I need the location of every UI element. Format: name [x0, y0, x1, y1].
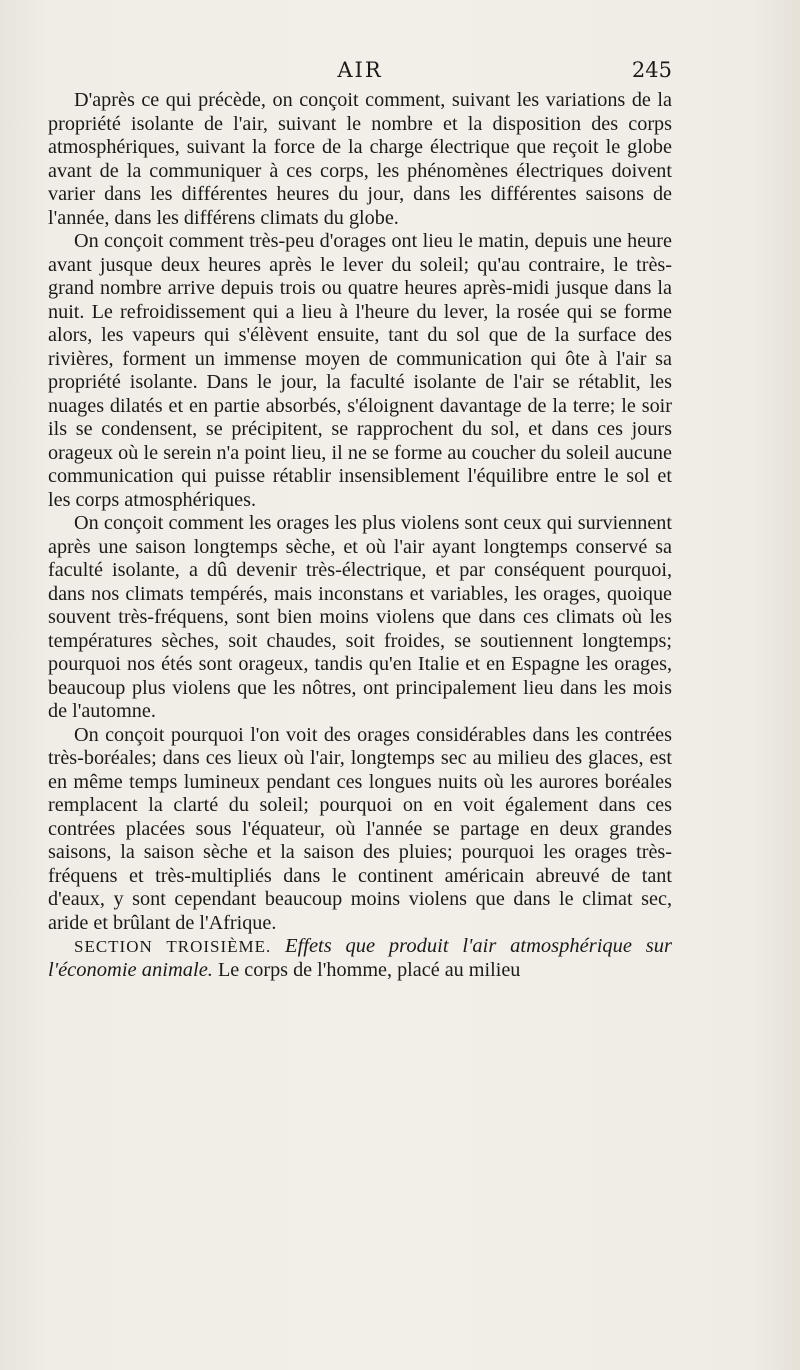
page-number: 245: [631, 58, 672, 82]
section-title: Effets que produit l'air atmosphérique sur l'économie animale.: [48, 935, 673, 981]
paragraph-2: On conçoit comment très-peu d'orages ont lieu le matin, depuis une heure avant jusque deux heures après le lever du soleil; qu'au contraire, le très-grand nombre arrive depuis trois ou quatre heures après-midi jusque dans la nuit. Le refroidissement qui a lieu à l'heure du lever, la rosée qui se forme alors, les vapeurs qui s'élèvent ensuite, tant du sol que de la surface des rivières, forment un immense moyen de communication qui ôte à l'air sa propriété isolante. Dans le jour, la faculté isolante de l'air se rétablit, les nuages dilatés et en partie absorbés, s'éloignent davantage de la terre; le soir ils se condensent, se précipitent, se rapprochent du sol, et dans ces jours orageux où le serein n'a point lieu, il ne se forme au coucher du soleil aucune communication qui puisse rétablir insensiblement l'équilibre entre le sol et les corps atmosphériques.: [48, 230, 672, 511]
body-text: [48, 89, 672, 982]
running-head: [48, 58, 672, 88]
section-paragraph: [48, 935, 672, 982]
paragraph-1: D'après ce qui précède, on conçoit comment, suivant les variations de la propriété isolante de l'air, suivant le nombre et la disposition des corps atmosphériques, suivant la force de la charge électrique que reçoit le globe avant de la communiquer à ces corps, les phénomènes électriques doivent varier dans les différentes heures du jour, dans les différentes saisons de l'année, dans les différens climats du globe.: [48, 89, 672, 229]
paragraph-4: On conçoit pourquoi l'on voit des orages considérables dans les contrées très-boréales; dans ces lieux où l'air, longtemps sec au milieu des glaces, est en même temps lumineux pendant ces longues nuits où les aurores boréales remplacent la clarté du soleil; pourquoi on en voit également dans ces contrées placées sous l'équateur, où l'année se partage en deux grandes saisons, la saison sèche et la saison des pluies; pourquoi les orages très-fréquens et très-multipliés dans le continent américain abreuvé de tant d'eaux, y sont cependant beaucoup moins violens que dans le climat sec, aride et brûlant de l'Afrique.: [48, 723, 672, 934]
section-label: SECTION TROISIÈME.: [74, 937, 272, 956]
section-text: Le corps de l'homme, placé au milieu: [217, 958, 521, 981]
paragraph-3: On conçoit comment les orages les plus violens sont ceux qui surviennent après une saison longtemps sèche, et où l'air ayant longtemps conservé sa faculté isolante, a dû devenir très-électrique, et par conséquent pourquoi, dans nos climats tempérés, mais inconstans et variables, les orages, quoique souvent très-fréquens, sont bien moins violens que dans ces climats où les températures sèches, soit chaudes, soit froides, se soutiennent longtemps; pourquoi nos étés sont orageux, tandis qu'en Italie et en Espagne les orages, beaucoup plus violens que les nôtres, ont principalement lieu dans les mois de l'automne.: [48, 512, 672, 722]
running-title: AIR: [337, 58, 383, 82]
